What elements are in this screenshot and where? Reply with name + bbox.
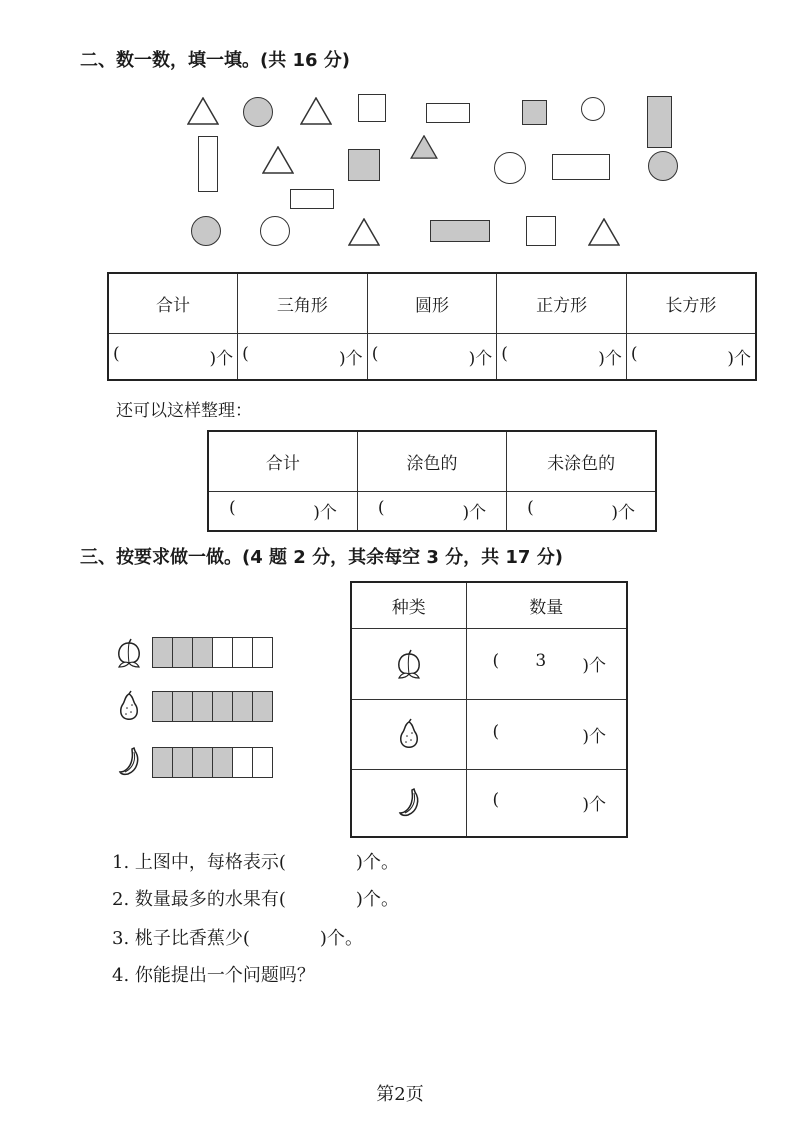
- square-shape: [526, 216, 556, 246]
- header-square: 正方形: [497, 273, 627, 333]
- bar-cell-filled: [252, 691, 273, 722]
- fruit-cell: [351, 628, 466, 699]
- page-number: 第2页: [376, 1084, 424, 1105]
- bar-cell-filled: [212, 691, 233, 722]
- header-total: 合计: [108, 273, 238, 333]
- header-circle: 圆形: [367, 273, 497, 333]
- question-2: 2. 数量最多的水果有( )个。: [112, 889, 399, 910]
- bar-cell-filled: [172, 691, 193, 722]
- answer-blank[interactable]: ( )个: [507, 491, 656, 531]
- shape-count-table: [107, 272, 757, 381]
- pear-icon: [114, 690, 144, 722]
- bar-cell-filled: [192, 691, 213, 722]
- header-total: 合计: [208, 431, 357, 491]
- quantity-blank-pear[interactable]: ( )个: [466, 699, 627, 769]
- section-2-heading: 二、数一数，填一填。(共 16 分): [80, 50, 351, 71]
- answer-blank[interactable]: ( )个: [108, 333, 238, 380]
- bar-cell-empty: [232, 637, 253, 668]
- triangle-shape: [588, 218, 620, 246]
- bar-cell-empty: [212, 637, 233, 668]
- square-shaded: [522, 100, 547, 125]
- banana-icon: [114, 746, 144, 778]
- bar-cell-filled: [192, 747, 213, 778]
- answer-blank[interactable]: ( )个: [357, 491, 506, 531]
- quantity-blank-peach[interactable]: ( 3 )个: [466, 628, 627, 699]
- square-shaded: [348, 149, 380, 181]
- bar-cell-empty: [232, 747, 253, 778]
- banana-icon: [394, 787, 424, 819]
- bar-cell-filled: [212, 747, 233, 778]
- circle-shaded: [648, 151, 678, 181]
- section-3-heading: 三、按要求做一做。(4 题 2 分，其余每空 3 分，共 17 分): [80, 547, 563, 568]
- circle-shape: [494, 152, 526, 184]
- bar-cell-filled: [152, 747, 173, 778]
- quantity-blank-banana[interactable]: ( )个: [466, 769, 627, 837]
- square-shape: [358, 94, 386, 122]
- triangle-shape: [187, 97, 219, 125]
- banana-bar: [152, 747, 273, 778]
- rectangle-shape: [198, 136, 218, 192]
- pear-icon: [394, 718, 424, 750]
- header-shaded: 涂色的: [357, 431, 506, 491]
- circle-shape: [260, 216, 290, 246]
- answer-blank[interactable]: ( )个: [626, 333, 756, 380]
- peach-icon: [394, 648, 424, 680]
- header-triangle: 三角形: [238, 273, 368, 333]
- circle-shaded: [243, 97, 273, 127]
- answer-blank[interactable]: ( )个: [367, 333, 497, 380]
- bar-cell-filled: [192, 637, 213, 668]
- rectangle-shape: [552, 154, 610, 180]
- header-kind: 种类: [351, 582, 466, 628]
- triangle-shaded: [410, 135, 438, 159]
- header-unshaded: 未涂色的: [507, 431, 656, 491]
- fruit-count-table: [350, 581, 628, 838]
- circle-shaded: [191, 216, 221, 246]
- rectangle-shape: [426, 103, 470, 123]
- color-count-table: [207, 430, 657, 532]
- triangle-shape: [300, 97, 332, 125]
- question-1: 1. 上图中，每格表示( )个。: [112, 852, 399, 873]
- header-quantity: 数量: [466, 582, 627, 628]
- reorganize-note: 还可以这样整理：: [116, 401, 252, 421]
- peach-icon: [114, 637, 144, 669]
- answer-blank[interactable]: ( )个: [238, 333, 368, 380]
- bar-cell-empty: [252, 637, 273, 668]
- question-3: 3. 桃子比香蕉少( )个。: [112, 928, 363, 949]
- shapes-figure: [0, 0, 800, 260]
- rectangle-shape: [290, 189, 334, 209]
- bar-cell-filled: [172, 637, 193, 668]
- triangle-shape: [262, 146, 294, 174]
- answer-blank[interactable]: ( )个: [208, 491, 357, 531]
- rectangle-shaded: [647, 96, 672, 148]
- bar-cell-filled: [172, 747, 193, 778]
- bar-cell-empty: [252, 747, 273, 778]
- bar-cell-filled: [232, 691, 253, 722]
- rectangle-shaded: [430, 220, 490, 242]
- answer-blank[interactable]: ( )个: [497, 333, 627, 380]
- circle-shape: [581, 97, 605, 121]
- peach-bar: [152, 637, 273, 668]
- pear-bar: [152, 691, 273, 722]
- bar-cell-filled: [152, 637, 173, 668]
- fruit-cell: [351, 769, 466, 837]
- triangle-shape: [348, 218, 380, 246]
- bar-cell-filled: [152, 691, 173, 722]
- header-rectangle: 长方形: [626, 273, 756, 333]
- fruit-cell: [351, 699, 466, 769]
- question-4: 4. 你能提出一个问题吗？: [112, 965, 315, 986]
